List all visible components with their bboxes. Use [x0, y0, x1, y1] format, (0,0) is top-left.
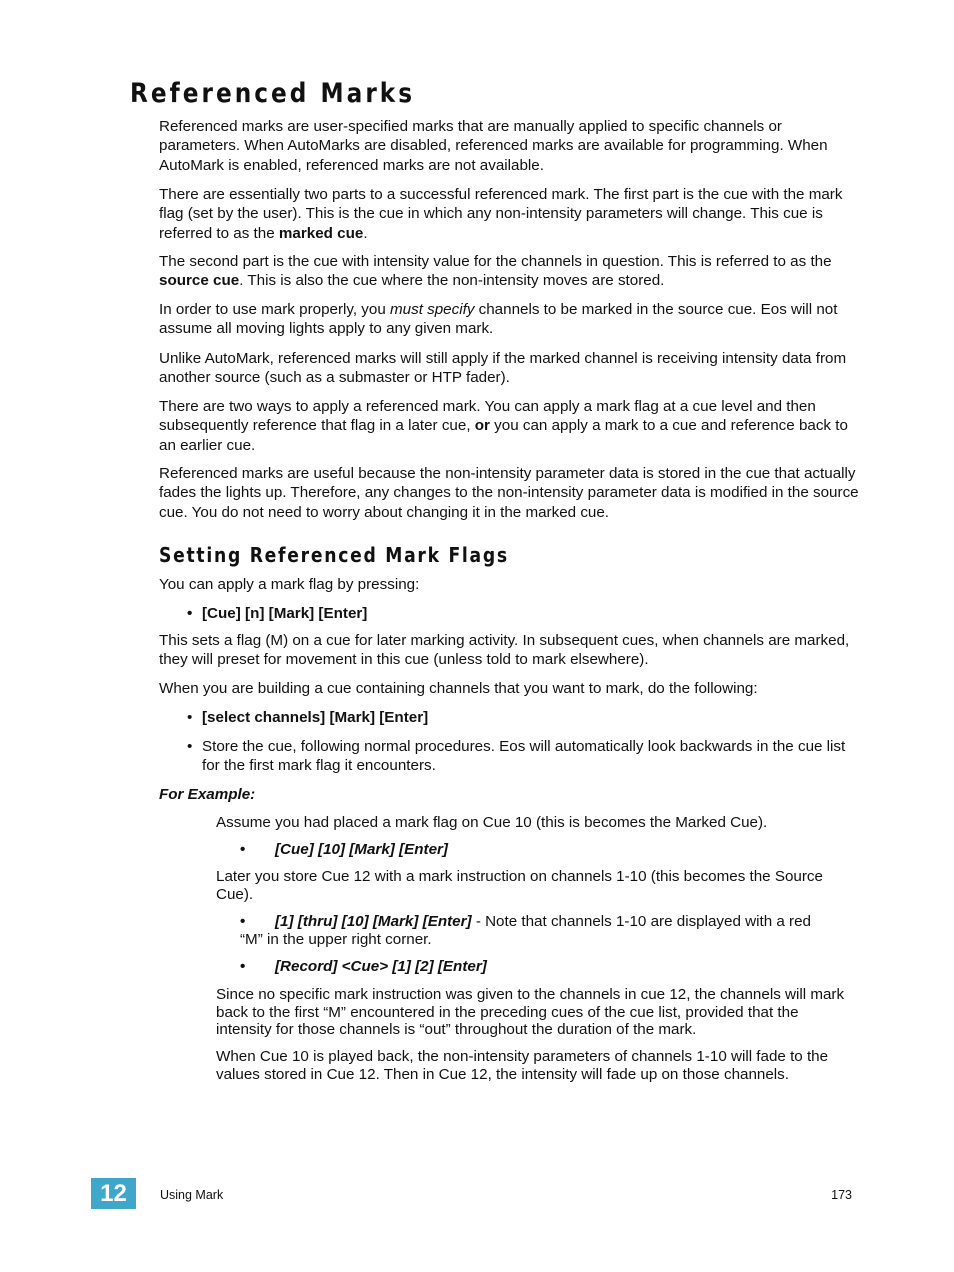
example-paragraph-2: Later you store Cue 12 with a mark instruction on channels 1-10 (this becomes the Source Cue).	[216, 868, 823, 903]
key-sequence: [1] [thru] [10] [Mark] [Enter]	[275, 913, 472, 930]
emphasis-must-specify: must specify	[390, 301, 475, 318]
bullet-dot: •	[187, 605, 193, 622]
term-source-cue: source cue	[159, 272, 240, 290]
example-bullet-record	[240, 958, 850, 976]
section-heading: Setting Referenced Mark Flags	[159, 543, 509, 567]
footer-chapter-title: Using Mark	[160, 1188, 224, 1202]
example-paragraph-1: Assume you had placed a mark flag on Cue 10 (this is becomes the Marked Cue).	[216, 814, 768, 831]
bullet-dot: •	[187, 738, 193, 755]
example-label: For Example:	[159, 786, 256, 803]
paragraph-text: In order to use mark properly, you	[159, 301, 391, 318]
paragraph-flag-description: This sets a flag (M) on a cue for later marking activity. In subsequent cues, when channels are marked, they will preset for movement in this cue (unless told to mark elsewhere).	[159, 632, 850, 669]
paragraph-text: There are two ways to apply a referenced mark. You can apply a mark flag at a cue level and then subsequently reference that flag in a later cue,	[159, 398, 816, 435]
example-bullet-cue10	[240, 841, 850, 859]
paragraph-text: The second part is the cue with intensity value for the channels in question. This is referred to as the	[159, 253, 832, 270]
footer-page-number: 173	[831, 1188, 852, 1202]
key-sequence: [Cue] [n] [Mark] [Enter]	[202, 605, 368, 622]
term-marked-cue: marked cue	[278, 224, 364, 242]
key-sequence: [select channels] [Mark] [Enter]	[202, 709, 429, 726]
paragraph-text: you can apply a mark to a cue and reference back to an earlier cue.	[159, 417, 848, 454]
emphasis-or: or	[474, 417, 490, 435]
paragraph-useful: Referenced marks are useful because the non-intensity parameter data is stored in the cue that actually fades the lights up. Therefore, any changes to the non-intensity parameter data is modified in the source cue. You do not need to worry about changing it in the marked cue.	[159, 465, 859, 521]
bullet-dot: •	[187, 709, 193, 726]
paragraph-text: There are essentially two parts to a successful referenced mark. The first part is the cue with the mark flag (set by the user). This is the cue in which any non-intensity parameters will change. This cue is referred to as the	[159, 186, 843, 242]
paragraph-two-ways	[159, 397, 859, 455]
paragraph-source-cue	[159, 252, 859, 291]
example-paragraph-3: Since no specific mark instruction was given to the channels in cue 12, the channels will mark back to the first “M” encountered in the preceding cues of the cue list, provided that the intensity for those channels is “out” throughout the duration of the mark.	[216, 986, 845, 1039]
paragraph-intro: Referenced marks are user-specified marks that are manually applied to specific channels or parameters. When AutoMarks are disabled, referenced marks are available for programming. When AutoMark is enabled, referenced marks are not available.	[159, 118, 828, 174]
paragraph-apply-intro: You can apply a mark flag by pressing:	[159, 576, 420, 593]
key-sequence: [Record] <Cue> [1] [2] [Enter]	[275, 958, 487, 975]
bullet-dot: •	[240, 841, 246, 858]
paragraph-text: channels to be marked in the source cue. Eos will not assume all moving lights apply to any given mark.	[159, 301, 838, 338]
paragraph-must-specify	[159, 300, 859, 339]
example-paragraph-4: When Cue 10 is played back, the non-intensity parameters of channels 1-10 will fade to the values stored in Cue 12. Then in Cue 12, the intensity will fade up on those channels.	[216, 1048, 829, 1083]
chapter-badge: 12	[91, 1178, 136, 1209]
paragraph-building-cue: When you are building a cue containing channels that you want to mark, do the following:	[159, 680, 758, 697]
paragraph-marked-cue	[159, 185, 859, 243]
example-bullet-thru	[240, 913, 850, 948]
bullet-line-2: “M” in the upper right corner.	[240, 930, 432, 948]
bullet-text: Store the cue, following normal procedures. Eos will automatically look backwards in the cue list for the first mark flag it encounters.	[202, 738, 846, 775]
paragraph-text: . This is also the cue where the non-intensity moves are stored.	[239, 272, 665, 290]
bullet-dot: •	[240, 958, 246, 975]
page-title: Referenced Marks	[130, 78, 416, 109]
bullet-line-1	[240, 913, 850, 931]
bullet-text: - Note that channels 1-10 are displayed with a red	[471, 913, 811, 930]
bullet-dot: •	[240, 913, 246, 930]
paragraph-automark: Unlike AutoMark, referenced marks will still apply if the marked channel is receiving intensity data from another source (such as a submaster or HTP fader).	[159, 350, 847, 387]
paragraph-text: .	[363, 224, 368, 242]
key-sequence: [Cue] [10] [Mark] [Enter]	[275, 841, 448, 858]
